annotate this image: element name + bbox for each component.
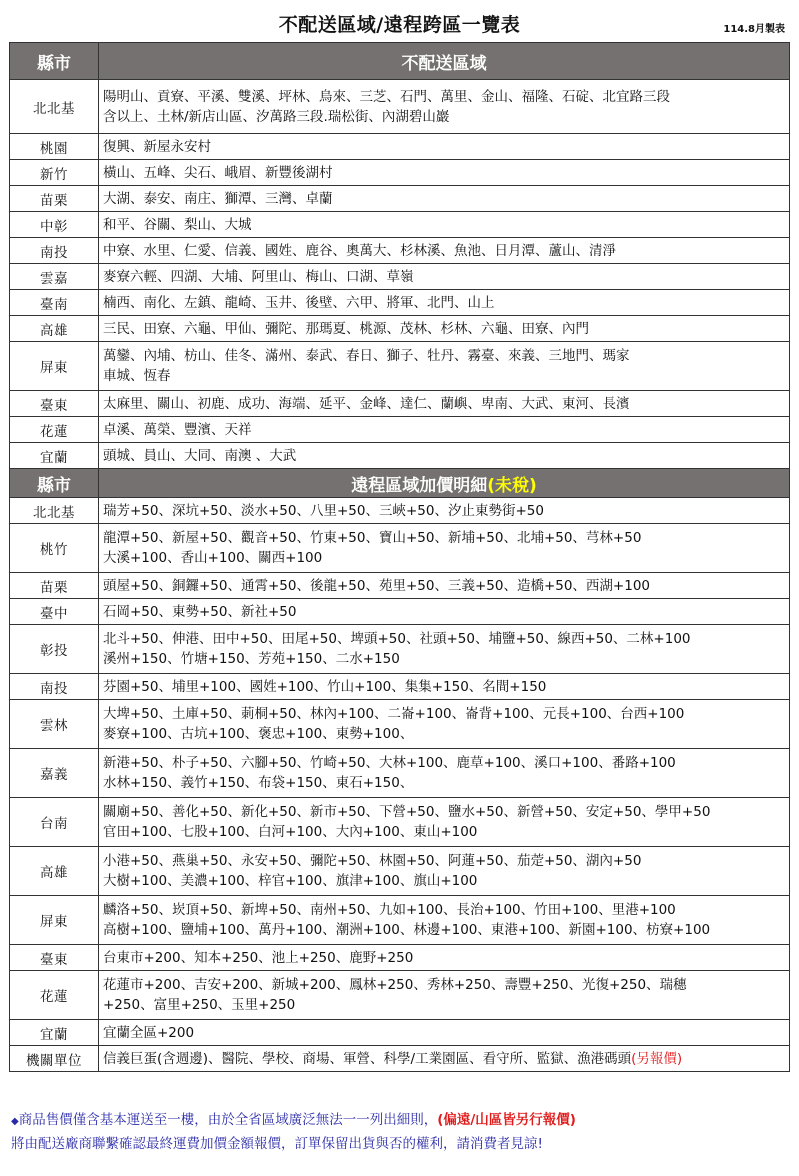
- section1-areas: 橫山、五峰、尖石、峨眉、新豐後湖村: [99, 160, 790, 186]
- section1-row: [10, 238, 790, 264]
- section2-areas: 龍潭+50、新屋+50、觀音+50、竹東+50、寶山+50、新埔+50、北埔+50、芎林+50 大溪+100、香山+100、關西+100: [99, 524, 790, 573]
- section2-areas-header: [99, 469, 790, 498]
- section2-areas: 麟洛+50、崁頂+50、新埤+50、南州+50、九如+100、長治+100、竹田+100、里港+100 高樹+100、鹽埔+100、萬丹+100、潮洲+100、林邊+100、東港+100、新園+100、枋寮+100: [99, 896, 790, 945]
- section2-areas: 頭屋+50、銅鑼+50、通霄+50、後龍+50、苑里+50、三義+50、造橋+50、西湖+100: [99, 573, 790, 599]
- section1-city: 北北基: [10, 80, 99, 134]
- section2-city: 高雄: [10, 847, 99, 896]
- section2-row: [10, 599, 790, 625]
- page-title: 不配送區域/遠程跨區一覽表: [278, 14, 521, 36]
- section1-areas: 和平、谷關、梨山、大城: [99, 212, 790, 238]
- section1-city: 花蓮: [10, 417, 99, 443]
- section2-city: 臺中: [10, 599, 99, 625]
- section1-row: [10, 342, 790, 391]
- section1-city: 南投: [10, 238, 99, 264]
- section1-areas: 麥寮六輕、四湖、大埔、阿里山、梅山、口湖、草嶺: [99, 264, 790, 290]
- section2-areas: 關廟+50、善化+50、新化+50、新市+50、下營+50、鹽水+50、新營+50、安定+50、學甲+50 官田+100、七股+100、白河+100、大內+100、東山+100: [99, 798, 790, 847]
- section2-areas: 花蓮市+200、吉安+200、新城+200、鳳林+250、秀林+250、壽豐+250、光復+250、瑞穗 +250、富里+250、玉里+250: [99, 971, 790, 1020]
- section2-row: [10, 945, 790, 971]
- section2-row: [10, 896, 790, 945]
- section2-row: [10, 847, 790, 896]
- section1-row: [10, 212, 790, 238]
- note-line-1: [11, 1109, 791, 1133]
- date-note: 114.8月製表: [723, 24, 785, 35]
- section1-areas: 三民、田寮、六龜、甲仙、彌陀、那瑪夏、桃源、茂林、杉林、六龜、田寮、內門: [99, 316, 790, 342]
- diamond-icon: ◆: [11, 1116, 19, 1127]
- tax-note: (未稅): [487, 475, 537, 496]
- section1-city: 桃園: [10, 134, 99, 160]
- section2-row: [10, 798, 790, 847]
- section1-row: [10, 443, 790, 469]
- note-line-1-text: 商品售價僅含基本運送至一樓，由於全省區域廣泛無法一一列出細則，: [18, 1112, 438, 1128]
- section2-city-header: 縣市: [10, 469, 99, 498]
- section1-areas: 中寮、水里、仁愛、信義、國姓、鹿谷、奧萬大、杉林溪、魚池、日月潭、蘆山、清淨: [99, 238, 790, 264]
- section2-row: [10, 971, 790, 1020]
- section2-row: [10, 700, 790, 749]
- note-line-2: 將由配送廠商聯繫確認最終運費加價金額報價，訂單保留出貨與否的權利，請消費者見諒!: [11, 1136, 543, 1152]
- section1-city-header: 縣市: [10, 43, 99, 80]
- section1-city: 新竹: [10, 160, 99, 186]
- special-areas: [99, 1046, 790, 1072]
- section1-row: [10, 134, 790, 160]
- section2-city: 屏東: [10, 896, 99, 945]
- section2-city: 苗栗: [10, 573, 99, 599]
- special-row: [10, 1046, 790, 1072]
- section1-row: [10, 160, 790, 186]
- section2-row: [10, 1020, 790, 1046]
- section2-areas: 新港+50、朴子+50、六腳+50、竹崎+50、大林+100、鹿草+100、溪口+100、番路+100 水林+150、義竹+150、布袋+150、東石+150、: [99, 749, 790, 798]
- special-areas-text: 信義巨蛋(含週邊)、醫院、學校、商場、軍營、科學/工業園區、看守所、監獄、漁港碼頭: [103, 1050, 632, 1067]
- section1-city: 宜蘭: [10, 443, 99, 469]
- section1-row: [10, 264, 790, 290]
- footer-notes: [11, 1109, 791, 1156]
- section1-header: [10, 43, 790, 80]
- section2-areas: 北斗+50、伸港、田中+50、田尾+50、埤頭+50、社頭+50、埔鹽+50、線西+50、二林+100 溪州+150、竹塘+150、芳苑+150、二水+150: [99, 625, 790, 674]
- section1-areas: 萬鑾、內埔、枋山、佳冬、滿州、泰武、春日、獅子、牡丹、霧臺、來義、三地門、瑪家 車城、恆春: [99, 342, 790, 391]
- section2-city: 嘉義: [10, 749, 99, 798]
- section2-areas: 石岡+50、東勢+50、新社+50: [99, 599, 790, 625]
- section1-areas-header: 不配送區域: [99, 43, 790, 80]
- section1-areas: 卓溪、萬榮、豐濱、天祥: [99, 417, 790, 443]
- section2-areas: 芬園+50、埔里+100、國姓+100、竹山+100、集集+150、名間+150: [99, 674, 790, 700]
- section2-areas: 台東市+200、知本+250、池上+250、鹿野+250: [99, 945, 790, 971]
- section2-areas-title: 遠程區域加價明細: [351, 475, 488, 496]
- section2-row: [10, 749, 790, 798]
- section1-city: 苗栗: [10, 186, 99, 212]
- section1-row: [10, 316, 790, 342]
- special-city: 機關單位: [10, 1046, 99, 1072]
- section1-areas: 楠西、南化、左鎮、龍崎、玉井、後壁、六甲、將軍、北門、山上: [99, 290, 790, 316]
- section1-areas: 陽明山、貢寮、平溪、雙溪、坪林、烏來、三芝、石門、萬里、金山、福隆、石碇、北宜路三段 含以上、土林/新店山區、汐萬路三段.瑞松街、內湖碧山巖: [99, 80, 790, 134]
- section1-row: [10, 391, 790, 417]
- section2-areas: 大埤+50、土庫+50、莿桐+50、林內+100、二崙+100、崙背+100、元長+100、台西+100 麥寮+100、古坑+100、褒忠+100、東勢+100、: [99, 700, 790, 749]
- section2-city: 雲林: [10, 700, 99, 749]
- section1-city: 屏東: [10, 342, 99, 391]
- section2-city: 彰投: [10, 625, 99, 674]
- section2-city: 台南: [10, 798, 99, 847]
- section2-row: [10, 674, 790, 700]
- section2-city: 宜蘭: [10, 1020, 99, 1046]
- section2-city: 臺東: [10, 945, 99, 971]
- section1-city: 高雄: [10, 316, 99, 342]
- section1-row: [10, 417, 790, 443]
- section2-header: [10, 469, 790, 498]
- section2-row: [10, 573, 790, 599]
- section2-areas: 宜蘭全區+200: [99, 1020, 790, 1046]
- section1-row: [10, 186, 790, 212]
- section2-row: [10, 498, 790, 524]
- section1-areas: 大湖、泰安、南庄、獅潭、三灣、卓蘭: [99, 186, 790, 212]
- section1-areas: 復興、新屋永安村: [99, 134, 790, 160]
- section2-row: [10, 524, 790, 573]
- section2-areas: 小港+50、燕巢+50、永安+50、彌陀+50、林園+50、阿蓮+50、茄萣+50、湖內+50 大樹+100、美濃+100、梓官+100、旗津+100、旗山+100: [99, 847, 790, 896]
- section1-city: 臺東: [10, 391, 99, 417]
- section1-city: 中彰: [10, 212, 99, 238]
- delivery-table: [9, 42, 790, 1072]
- section2-city: 花蓮: [10, 971, 99, 1020]
- section1-row: [10, 80, 790, 134]
- section2-row: [10, 625, 790, 674]
- section2-city: 北北基: [10, 498, 99, 524]
- section1-areas: 太麻里、關山、初鹿、成功、海端、延平、金峰、達仁、蘭嶼、卑南、大武、東河、長濱: [99, 391, 790, 417]
- section1-city: 臺南: [10, 290, 99, 316]
- section1-city: 雲嘉: [10, 264, 99, 290]
- section2-city: 桃竹: [10, 524, 99, 573]
- section2-areas: 瑞芳+50、深坑+50、淡水+50、八里+50、三峽+50、汐止東勢街+50: [99, 498, 790, 524]
- section1-row: [10, 290, 790, 316]
- section2-city: 南投: [10, 674, 99, 700]
- note-line-1-highlight: (偏遠/山區皆另行報價): [437, 1112, 576, 1128]
- special-quote-note: (另報價): [631, 1050, 683, 1067]
- section1-areas: 頭城、員山、大同、南澳 、大武: [99, 443, 790, 469]
